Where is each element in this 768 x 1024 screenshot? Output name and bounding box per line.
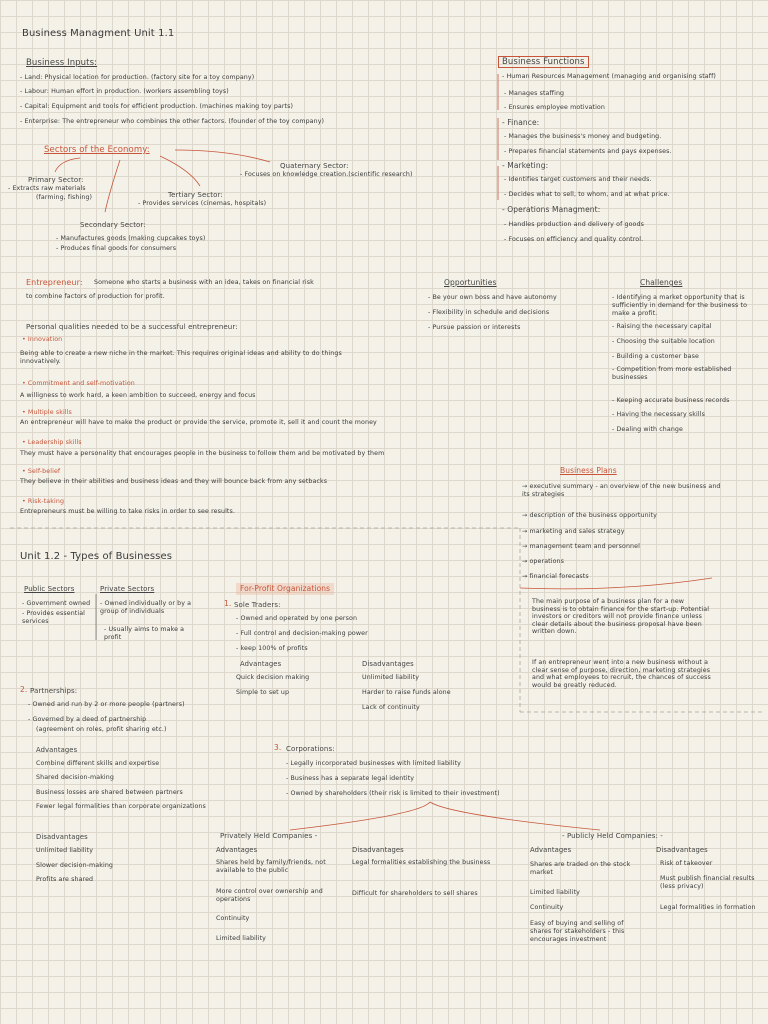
partnerships-2b: (agreement on roles, profit sharing etc.) <box>36 726 167 733</box>
partner-adv-1: Combine different skills and expertise <box>36 760 160 767</box>
list-item: - Competition from more established businesses <box>612 366 732 381</box>
sole-adv-2: Simple to set up <box>236 689 290 696</box>
opportunities-heading: Opportunities <box>444 278 497 287</box>
function-marketing-2: - Decides what to sell, to whom, and at what price. <box>504 191 670 198</box>
partnerships-number: 2. <box>20 685 28 694</box>
entrepreneur-def: Someone who starts a business with an idea, takes on financial risk <box>94 279 314 286</box>
public-adv-heading: Advantages <box>530 846 572 854</box>
partner-dis-1: Unlimited liability <box>36 847 94 854</box>
primary-sector-desc2: (farming, fishing) <box>36 194 93 201</box>
sole-dis-heading: Disadvantages <box>362 660 414 668</box>
sole-traders-2: - Full control and decision-making power <box>236 630 368 637</box>
public-adv-2: Limited liability <box>530 889 580 896</box>
sole-traders-number: 1. <box>224 599 232 608</box>
partner-dis-heading: Disadvantages <box>36 833 88 841</box>
partner-adv-4: Fewer legal formalities than corporate organizations <box>36 803 206 810</box>
quaternary-sector-desc: - Focuses on knowledge creation.(scientific research) <box>240 171 413 178</box>
function-finance-1: - Manages the business's money and budgeting. <box>504 133 662 140</box>
private-adv-3: Continuity <box>216 915 250 922</box>
partner-adv-heading: Advantages <box>36 746 78 754</box>
qualities-heading: Personal qualities needed to be a successful entrepreneur: <box>26 323 238 331</box>
function-marketing-1: - Identifies target customers and their needs. <box>504 176 652 183</box>
list-item: - Dealing with change <box>612 426 683 433</box>
corporations-heading: Corporations: <box>286 745 335 753</box>
sole-dis-2: Harder to raise funds alone <box>362 689 451 696</box>
functions-heading: Business Functions <box>498 56 589 68</box>
list-item: - Building a customer base <box>612 353 699 360</box>
corporations-number: 3. <box>274 743 282 752</box>
quality-desc: A willigness to work hard, a keen ambition to succeed, energy and focus <box>20 392 256 399</box>
sectors-heading: Sectors of the Economy: <box>44 145 150 155</box>
sole-dis-3: Lack of continuity <box>362 704 420 711</box>
quality-title: • Innovation <box>22 336 63 343</box>
plan-item: → description of the business opportunity <box>522 512 657 519</box>
function-finance: - Finance: <box>502 118 540 127</box>
list-item: - Enterprise: The entrepreneur who combines the other factors. (founder of the toy company) <box>20 118 325 125</box>
list-item: - Pursue passion or interests <box>428 324 521 331</box>
quality-title: • Multiple skills <box>22 409 72 416</box>
secondary-sector-desc2: - Produces final goods for consumers <box>56 245 177 252</box>
private-adv-heading: Advantages <box>216 846 258 854</box>
list-item: - Keeping accurate business records <box>612 397 730 404</box>
plan-item: → operations <box>522 558 564 565</box>
inputs-heading: Business Inputs: <box>26 58 98 68</box>
public-dis-1: Risk of takeover <box>660 860 713 867</box>
plan-item: → marketing and sales strategy <box>522 528 625 535</box>
page-title: Business Managment Unit 1.1 <box>22 28 175 39</box>
plan-item: → financial forecasts <box>522 573 589 580</box>
private-dis-1: Legal formalities establishing the business <box>352 859 491 866</box>
plan-item: → executive summary - an overview of the new business and its strategies <box>522 483 721 498</box>
private-companies-heading: Privately Held Companies - <box>220 832 318 840</box>
function-finance-2: - Prepares financial statements and pays expenses. <box>504 148 672 155</box>
entrepreneur-label: Entrepreneur: <box>26 278 83 287</box>
plan-item: → management team and personnel <box>522 543 640 550</box>
public-dis-2: Must publish financial results (less privacy) <box>660 875 755 890</box>
list-item: - Choosing the suitable location <box>612 338 715 345</box>
secondary-sector-title: Secondary Sector: <box>80 221 146 229</box>
public-sector-2: - Provides essential services <box>22 610 86 625</box>
challenges-heading: Challenges <box>640 278 683 287</box>
list-item: - Identifying a market opportunity that is sufficiently in demand for the business to make a profit. <box>612 294 748 317</box>
function-hr-2: - Ensures employee motivation <box>504 104 605 111</box>
quaternary-sector-title: Quaternary Sector: <box>280 162 349 170</box>
quality-desc: An entrepreneur will have to make the product or provide the service, promote it, sell it and count the money <box>20 419 377 426</box>
private-sector-1: - Owned individually or by a group of individuals <box>100 600 192 615</box>
list-item: - Raising the necessary capital <box>612 323 712 330</box>
plans-note-1: The main purpose of a business plan for a new business is to obtain finance for the start-up. Potential investors or creditors will not provide finance unless clear details about the business proposal have been written down. <box>532 598 710 636</box>
private-adv-1: Shares held by family/friends, not available to the public <box>216 859 326 874</box>
quality-title: • Self-belief <box>22 468 61 475</box>
partner-dis-3: Profits are shared <box>36 876 94 883</box>
public-companies-heading: - Publicly Held Companies: - <box>562 832 663 840</box>
function-operations-2: - Focuses on efficiency and quality control. <box>504 236 644 243</box>
private-sector-2: - Usually aims to make a profit <box>104 626 185 641</box>
sole-traders-heading: Sole Traders: <box>234 601 281 609</box>
corporations-2: - Business has a separate legal identity <box>286 775 415 782</box>
public-adv-4: Easy of buying and selling of shares for stakeholders - this encourages investment <box>530 920 625 943</box>
function-hr: - Human Resources Management (managing and organising staff) <box>502 73 716 80</box>
entrepreneur-def2: to combine factors of production for profit. <box>26 293 165 300</box>
quality-desc: Entrepreneurs must be willing to take risks in order to see results. <box>20 508 235 515</box>
secondary-sector-desc: - Manufactures goods (making cupcakes toys) <box>56 235 206 242</box>
quality-title: • Leadership skills <box>22 439 82 446</box>
list-item: - Be your own boss and have autonomy <box>428 294 557 301</box>
private-adv-4: Limited liability <box>216 935 266 942</box>
public-adv-1: Shares are traded on the stock market <box>530 861 631 876</box>
quality-desc: They believe in their abilities and business ideas and they will bounce back from any setbacks <box>20 478 328 485</box>
list-item: - Labour: Human effort in production. (workers assembling toys) <box>20 88 229 95</box>
public-dis-3: Legal formalities in formation <box>660 904 756 911</box>
partnerships-2: - Governed by a deed of partnership <box>28 716 147 723</box>
partner-adv-2: Shared decision-making <box>36 774 114 781</box>
tertiary-sector-title: Tertiary Sector: <box>168 191 223 199</box>
private-dis-heading: Disadvantages <box>352 846 404 854</box>
list-item: - Flexibility in schedule and decisions <box>428 309 550 316</box>
private-sector-heading: Private Sectors <box>100 585 155 593</box>
private-adv-2: More control over ownership and operations <box>216 888 323 903</box>
function-operations-1: - Handles production and delivery of goods <box>504 221 644 228</box>
primary-sector-title: Primary Sector: <box>28 176 84 184</box>
partner-dis-2: Slower decision-making <box>36 862 114 869</box>
sole-traders-3: - keep 100% of profits <box>236 645 308 652</box>
quality-title: • Risk-taking <box>22 498 65 505</box>
sole-dis-1: Unlimited liability <box>362 674 420 681</box>
quality-title: • Commitment and self-motivation <box>22 380 135 387</box>
tertiary-sector-desc: - Provides services (cinemas, hospitals) <box>138 200 267 207</box>
plans-heading: Business Plans <box>560 466 617 475</box>
corporations-1: - Legally incorporated businesses with limited liability <box>286 760 461 767</box>
quality-desc: They must have a personality that encourages people in the business to follow them and be motivated by them <box>20 450 385 457</box>
function-marketing: - Marketing: <box>502 161 549 170</box>
corporations-3: - Owned by shareholders (their risk is limited to their investment) <box>286 790 500 797</box>
sole-traders-1: - Owned and operated by one person <box>236 615 358 622</box>
unit12-title: Unit 1.2 - Types of Businesses <box>20 551 173 562</box>
list-item: - Capital: Equipment and tools for efficient production. (machines making toy parts) <box>20 103 294 110</box>
partnerships-1: - Owned and run by 2 or more people (partners) <box>28 701 185 708</box>
partnerships-heading: Partnerships: <box>30 687 78 695</box>
public-sector-heading: Public Sectors <box>24 585 75 593</box>
public-dis-heading: Disadvantages <box>656 846 708 854</box>
function-operations: - Operations Managment: <box>502 205 601 214</box>
for-profit-heading: For-Profit Organizations <box>236 583 334 595</box>
sole-adv-heading: Advantages <box>240 660 282 668</box>
quality-desc: Being able to create a new niche in the market. This requires original ideas and ability to do things innovatively. <box>20 350 342 365</box>
private-dis-2: Difficult for shareholders to sell shares <box>352 890 478 897</box>
list-item: - Having the necessary skills <box>612 411 705 418</box>
partner-adv-3: Business losses are shared between partners <box>36 789 183 796</box>
public-adv-3: Continuity <box>530 904 564 911</box>
public-sector-1: - Government owned <box>22 600 91 607</box>
primary-sector-desc: - Extracts raw materials <box>8 185 86 192</box>
plans-note-2: If an entrepreneur went into a new business without a clear sense of purpose, direction, marketing strategies and what employees to recruit, the chances of success would be greatly reduced. <box>532 659 711 689</box>
sole-adv-1: Quick decision making <box>236 674 310 681</box>
list-item: - Land: Physical location for production. (factory site for a toy company) <box>20 74 255 81</box>
function-hr-1: - Manages staffing <box>504 90 565 97</box>
